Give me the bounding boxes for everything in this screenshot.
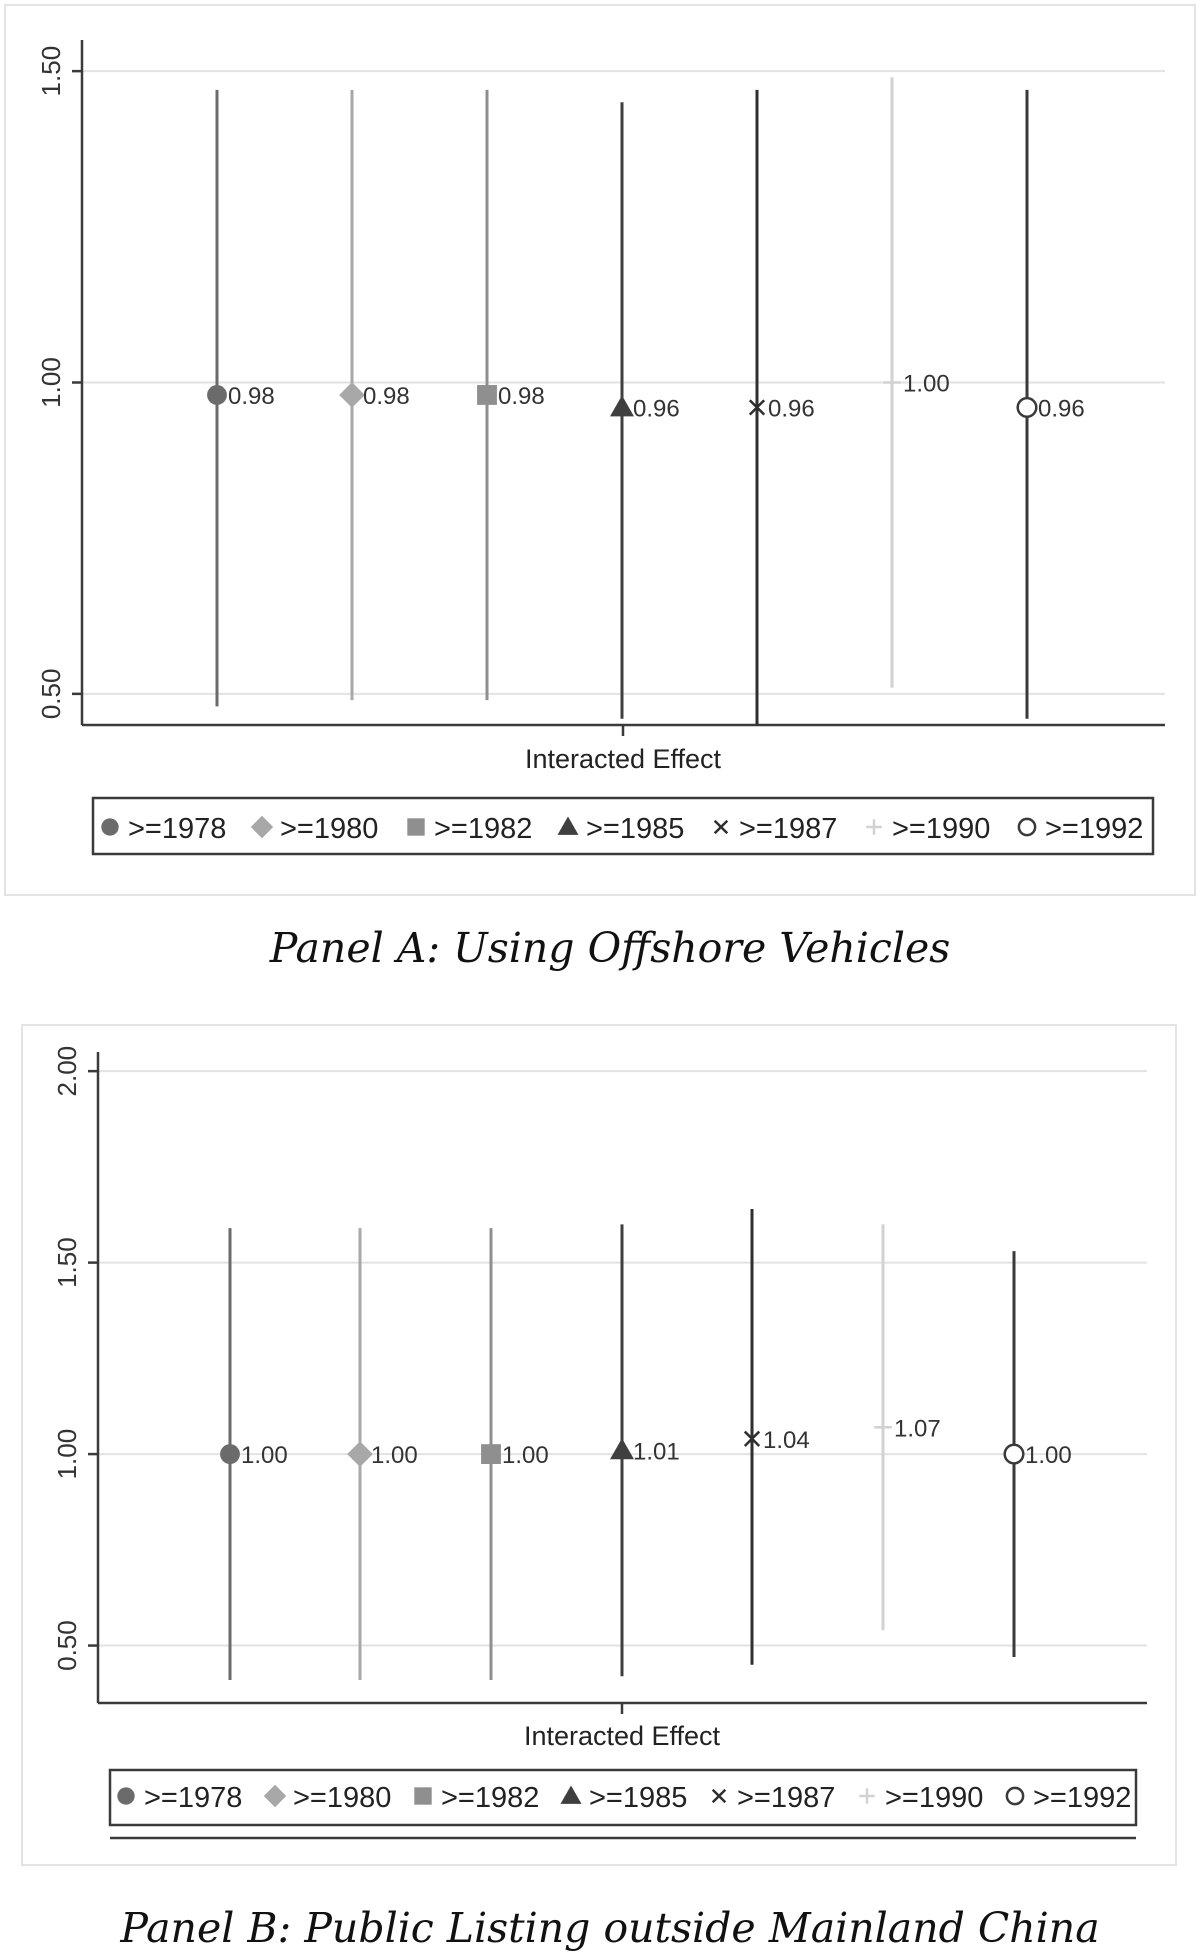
data-label: 0.96 bbox=[633, 395, 680, 423]
y-tick-label: 0.50 bbox=[52, 1620, 82, 1671]
data-label: 0.98 bbox=[228, 382, 275, 410]
legend-entry: >=1990 bbox=[885, 1782, 984, 1814]
legend-marker bbox=[1019, 819, 1035, 835]
legend-entry: >=1987 bbox=[737, 1782, 836, 1814]
legend-entry: >=1990 bbox=[892, 813, 991, 845]
legend-marker bbox=[414, 1787, 431, 1804]
legend-entry: >=1982 bbox=[441, 1782, 540, 1814]
data-label: 1.04 bbox=[763, 1426, 810, 1454]
panel-b bbox=[22, 1025, 1176, 1865]
legend-entry: >=1985 bbox=[589, 1782, 688, 1814]
legend-entry: >=1980 bbox=[293, 1782, 392, 1814]
data-label: 1.00 bbox=[1025, 1442, 1072, 1470]
data-label: 1.00 bbox=[903, 370, 950, 398]
legend-marker bbox=[117, 1787, 134, 1804]
data-point bbox=[477, 385, 497, 405]
data-label: 1.07 bbox=[894, 1415, 941, 1443]
legend-marker bbox=[407, 818, 424, 835]
data-label: 0.96 bbox=[768, 395, 815, 423]
legend-entry: >=1987 bbox=[739, 813, 838, 845]
panel-b-caption: Panel B: Public Listing outside Mainland China bbox=[120, 1904, 1100, 1952]
y-tick-label: 0.50 bbox=[36, 668, 66, 720]
panel-b-x-axis-label: Interacted Effect bbox=[523, 1721, 721, 1751]
data-label: 1.00 bbox=[502, 1442, 549, 1470]
data-label: 1.00 bbox=[371, 1442, 418, 1470]
legend-entry: >=1992 bbox=[1033, 1782, 1132, 1814]
data-label: 1.01 bbox=[633, 1438, 680, 1466]
legend-entry: >=1978 bbox=[144, 1782, 243, 1814]
y-tick-label: 1.00 bbox=[52, 1428, 82, 1480]
data-point bbox=[481, 1444, 501, 1464]
legend-marker bbox=[101, 818, 118, 835]
data-label: 0.98 bbox=[363, 382, 410, 410]
data-point bbox=[1005, 1445, 1024, 1464]
data-label: 0.96 bbox=[1038, 395, 1085, 423]
panel-a-x-axis-label: Interacted Effect bbox=[524, 744, 722, 774]
panel-a bbox=[5, 5, 1195, 895]
y-tick-label: 1.50 bbox=[52, 1237, 82, 1288]
legend-entry: >=1980 bbox=[280, 813, 379, 845]
legend-entry: >=1982 bbox=[434, 813, 533, 845]
y-tick-label: 1.00 bbox=[36, 357, 66, 408]
y-tick-label: 2.00 bbox=[52, 1045, 82, 1097]
y-tick-label: 1.50 bbox=[36, 45, 66, 97]
legend-marker bbox=[1007, 1788, 1023, 1804]
legend-entry: >=1992 bbox=[1045, 813, 1144, 845]
legend-entry: >=1978 bbox=[128, 813, 227, 845]
data-point bbox=[207, 385, 227, 405]
legend-entry: >=1985 bbox=[586, 813, 685, 845]
data-label: 0.98 bbox=[498, 382, 545, 410]
panel-a-caption: Panel A: Using Offshore Vehicles bbox=[269, 924, 951, 972]
data-label: 1.00 bbox=[241, 1442, 288, 1470]
data-point bbox=[220, 1444, 240, 1464]
data-point bbox=[1018, 398, 1037, 417]
